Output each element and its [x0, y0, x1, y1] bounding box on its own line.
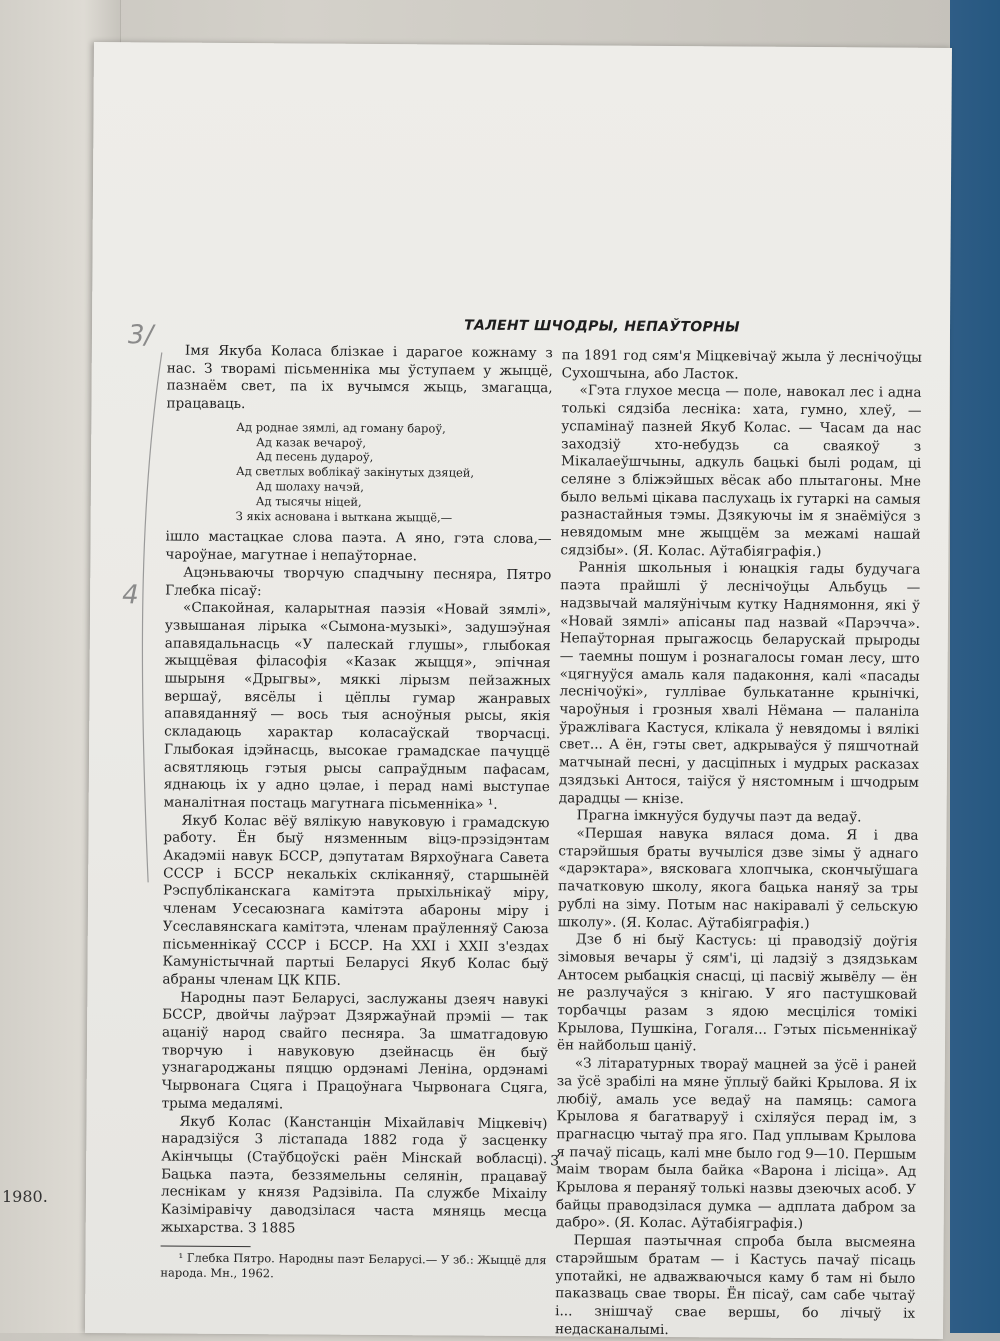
paragraph: Якуб Колас (Канстанцін Міхайлавіч Міцкевіч) нарадзіўся 3 лістапада 1882 года ў засценку Акінчыцы (Стаўбцоўскі раён Мінскай вобласці). Бацька паэта, беззямельны селянін, працаваў леснікам у князя Радзівіла. Па службе Міхаілу Казіміравічу даводзілася часта мяняць месца жыхарства. З 1885 [160, 1113, 548, 1237]
paragraph: «З літаратурных твораў мацней за ўсё і раней за ўсё зрабілі на мяне ўплыў байкі Крылова. Я іх любіў, амаль усе ведаў на памяць: самога Крылова я багатваруў і схіляўся перад ім, з прагнасцю чытаў пра яго. Пад уплывам Крылова я пачаў пісаць, калі мне было год 9—10. Першым маім творам была байка «Варона і лісіца». Ад Крылова я пераняў толькі назвы дзеючых асоб. У байцы праводзілася думка — адплата дабром за дабро». (Я. Колас. Аўтабіяграфія.) [555, 1055, 917, 1233]
paragraph: Якуб Колас вёў вялікую навуковую і грамадскую работу. Ён быў нязменным віцэ-прэзідэнтам Акадэміі навук БССР, дэпутатам Вярхоўнага Савета СССР і БССР некалькіх скліканняў, старшынёй Рэспубліканскага камітэта прыхільнікаў міру, членам Усесаюзнага камітэта абароны міру і Усеславянскага камітэта, членам праўленняў Саюза пісьменнікаў СССР і БССР. На XXI і XXII з'ездах Камуністычнай партыі Беларусі Якуб Колас быў абраны членам ЦК КПБ. [162, 812, 550, 989]
left-column [160, 343, 553, 1283]
poem-line: Ад шолаху начэй, [255, 479, 364, 494]
paragraph: «Першая навука вялася дома. Я і два старэйшыя браты вучыліся дзве зімы ў аднаго «дарэктара», вясковага хлопчыка, скончыўшага пачатковую школу, якога бацька наняў за тры рублі на зіму. Потым нас накіравалі ў сельскую школу». (Я. Колас. Аўтабіяграфія.) [557, 825, 919, 932]
paragraph: Народны паэт Беларусі, заслужаны дзеяч навукі БССР, двойчы лаўрэат Дзяржаўнай прэміі — так ацаніў народ свайго песняра. За шматгадовую творчую і навуковую дзейнасць ён быў узнагароджаны пяццю ордэнамі Леніна, ордэнамі Чырвонага Сцяга і Працоўнага Чырвонага Сцяга, трыма медалямі. [161, 989, 549, 1113]
paragraph: Першая паэтычная спроба была высмеяна старэйшым братам — і Кастусь пачаў пісаць употайкі, не адважваючыся каму б там ні было паказваць свае творы. Ён пісаў, сам сабе чытаў і... знішчаў свае вершы, бо лічыў іх недасканалымі. [554, 1232, 916, 1338]
poem-line: Ад песень дудароў, [256, 449, 374, 465]
right-column [555, 347, 922, 1341]
page-number: 3 [550, 1153, 560, 1170]
poem-line: Ад роднае зямлі, ад гоману бароў, [236, 419, 446, 436]
article-title: ТАЛЕНТ ШЧОДРЫ, НЕПАЎТОРНЫ [464, 317, 740, 336]
footnote: ¹ Глебка Пятро. Народны паэт Беларусі.— У зб.: Жыццё для народа. Мн., 1962. [160, 1250, 547, 1280]
footnote-divider [161, 1245, 251, 1247]
paragraph: Прагна імкнуўся будучы паэт да ведаў. [576, 807, 862, 826]
back-page-year: 1980. [2, 1187, 48, 1206]
poem-line: Ад светлых воблікаў закінутых дзяцей, [235, 464, 475, 480]
poem-line: Ад тысячы ніцей, [255, 493, 362, 509]
poem-line: Ад казак вечароў, [256, 434, 367, 450]
paragraph: Ацэньваючы творчую спадчыну песняра, Пятро Глебка пісаў: [165, 564, 552, 599]
pencil-mark-4: 4 [122, 580, 139, 611]
paragraph: Дзе б ні быў Кастусь: ці праводзіў доўгія зімовыя вечары ў сям'і, ці ладзіў з дзядзькам Антосем рыбацкія снасці, ці пасвіў жывёлу — ён не разлучаўся з кнігаю. У яго пастушковай торбачцы разам з ядою месціліся томікі Крылова, Пушкіна, Гогаля... Гэтых пісьменнікаў ён найбольш цаніў. [556, 931, 918, 1055]
paragraph: ішло мастацкае слова паэта. А яно, гэта слова,— чароўнае, магутнае і непаўторнае. [165, 528, 552, 565]
poem-line: З якіх аснована і выткана жыццё,— [235, 508, 453, 525]
intro-paragraph: Імя Якуба Коласа блізкае і дарагое кожнаму з нас. З творамі пісьменніка мы ўступаем у жыццё, пазнаём свет, па іх вучымся жыць, змагацца, працаваць. [166, 342, 553, 413]
paragraph: Раннія школьныя і юнацкія гады будучага паэта прайшлі ў леснічоўцы Альбуць — надзвычай маляўнічым кутку Наднямоння, які ў «Новай зямлі» апісаны пад назвай «Парэчча». Непаўторная прыгажосць беларускай прыроды — таемны пошум і рознагалосы гоман лесу, што «цягнуўся амаль каля падаконня, калі «пасады леснічоўкі», гуллівае булькатанне крынічкі, чароўныя і грозныя хвалі Нёмана — паланіла ўражлівага Кастуся, клікала ў невядомы і вялікі свет... А ён, гэты свет, адкрываўся ў пяшчотнай матчынай песні, у дасціпных і мудрых расказах дзядзькі Антося, таіўся ў нястомным і шчодрым дарадцы — кнізе. [558, 559, 921, 807]
paragraph: па 1891 год сям'я Міцкевічаў жыла ў леснічоўцы Сухошчына, або Ласток. [561, 347, 922, 383]
background-blue-surface [950, 0, 1000, 1333]
paragraph: «Гэта глухое месца — поле, навокал лес і адна толькі сядзіба лесніка: хата, гумно, хлеў, — успамінаў пазней Якуб Колас. — Часам да нас заходзіў хто-небудзь са сваякоў з Мікалаеўшчыны, адкуль бацькі былі родам, ці селяне з бліжэйшых вёсак або плытагоны. Мне было вельмі цікава паслухаць іх гутаркі на самыя разнастайныя тэмы. Дзякуючы ім я знаёміўся з невядомым мне жыццём за межамі нашай сядзібы». (Я. Колас. Аўтабіяграфія.) [560, 382, 922, 560]
poem-quote [236, 420, 553, 526]
pencil-mark-3: 3/ [127, 320, 154, 351]
document-page [85, 42, 952, 1339]
paragraph: «Спакойная, каларытная паэзія «Новай зямлі», узвышаная лірыка «Сымона-музыкі», задушэўная апавядальнасць «У палескай глушы», глыбокая жыццёвая філасофія «Казак жыцця», эпічная шырыня «Дрыгвы», мяккі лірызм пейзажных вершаў, вясёлы і цёплы гумар жанравых апавяданняў — вось тыя асноўныя рысы, якія складаюць характар коласаўскай творчасці. Глыбокая ідэйнасць, высокае грамадскае пачуццё асвятляюць гэтыя рысы сапраўдным пафасам, яднаюць іх у адно цэлае, і перад намі выступае маналітная постаць магутнага пісьменніка» ¹. [163, 599, 552, 813]
